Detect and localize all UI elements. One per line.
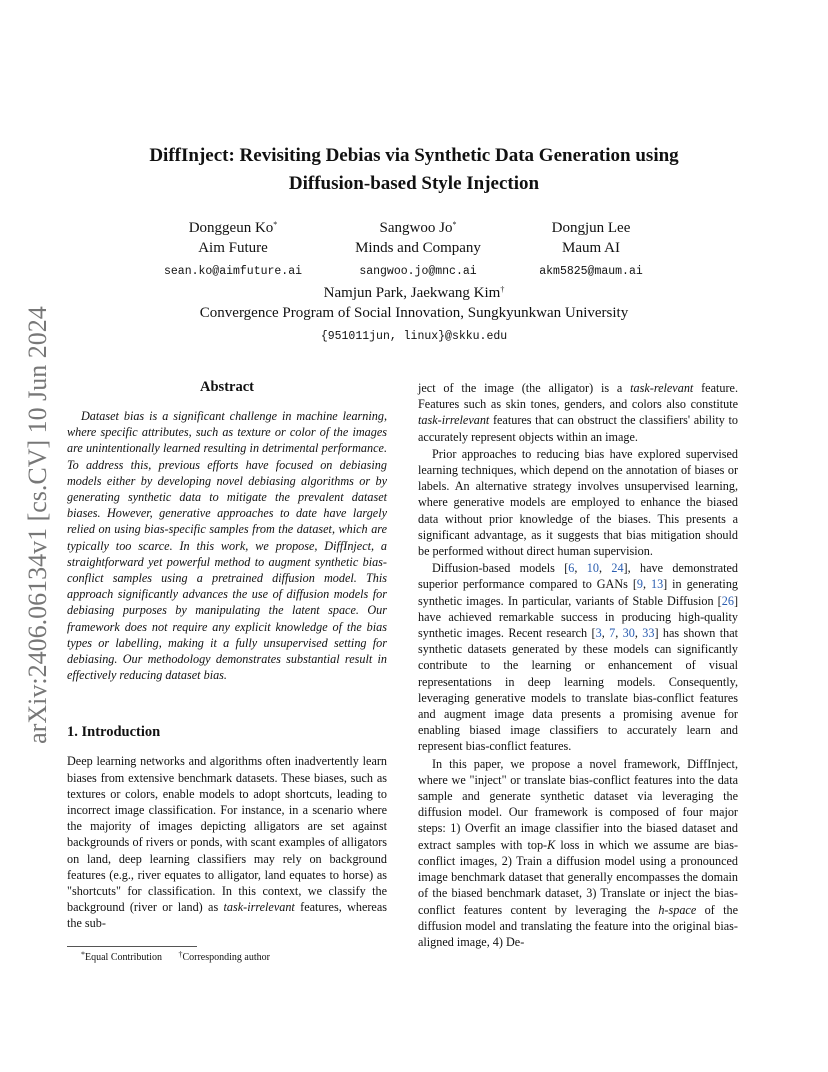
author-name: Sangwoo Jo — [379, 220, 453, 236]
author-block-1 — [150, 218, 316, 282]
author-group-email: {951011jun, linux}@skku.edu — [320, 330, 508, 343]
footnote-text: Corresponding author — [182, 952, 270, 963]
author-group-affiliation: Convergence Program of Social Innovation, Sungkyunkwan University — [199, 305, 629, 321]
arxiv-identifier-stamp — [18, 290, 58, 760]
introduction-paragraph-1 — [67, 753, 387, 931]
paper-title — [90, 142, 738, 198]
footnote-divider — [67, 946, 197, 947]
author-email: sean.ko@aimfuture.ai — [163, 265, 303, 278]
equal-contribution-mark: * — [452, 220, 457, 229]
citation-link[interactable]: 33 — [642, 626, 655, 641]
citation-link[interactable]: 6 — [568, 561, 575, 576]
footnote-mark: † — [178, 950, 183, 959]
author-affiliation: Maum AI — [562, 240, 620, 256]
author-email: akm5825@maum.ai — [539, 265, 643, 278]
intro-text: Deep learning networks and algorithms often inadvertently learn biases from extensive benchmark datasets. These biases, such as textures or colors, enable models to adopt shortcuts, leading to incorrect image classification. For instance, in a scenario where the majority of images depicting alligators are set against backgrounds of rivers or ponds, with scant examples of alligators on land, deep learning classifiers may rely on background features (e.g., river equates to alligator, land equates to horse) as "shortcuts" for classification. In this context, we classify the background (river or land) as — [67, 754, 387, 915]
body-text: ] in generating synthetic images. In particular, variants of Stable Diffusion [ — [418, 577, 739, 608]
paper-title-line-2: Diffusion-based Style Injection — [288, 173, 540, 194]
author-group-names: Namjun Park, Jaekwang Kim — [323, 285, 501, 301]
citation-link[interactable]: 3 — [595, 626, 602, 641]
right-paragraph-2: Prior approaches to reducing bias have explored supervised learning techniques, which depend on the annotation of biases or labels. An alternative strategy involves unsupervised learning, where generative models are employed to enhance the biased data without prior knowledge of the biases. This presents a significant advantage, as it suggests that bias mitigation should be performed without direct human supervision. — [418, 446, 738, 559]
intro-text: features, whereas the sub- — [67, 900, 387, 931]
body-text: features that can obstruct the classifiers' ability to accurately represent objects within an image. — [418, 413, 738, 444]
math-variable: K — [547, 837, 556, 852]
author-group-block — [140, 283, 688, 347]
body-text: In this paper, we propose a novel framework, DiffInject, where we "inject" or translate bias-conflict features into the data sample and generate synthetic dataset via leveraging the diffusion model. Our framework is composed of four major steps: 1) Overfit an image classifier into the biased dataset and extract samples with top- — [418, 756, 738, 852]
footnote — [67, 951, 387, 965]
body-text: of the diffusion model and translating the feature into the original bias-aligned image, 4) De- — [418, 902, 738, 949]
left-column — [67, 378, 387, 932]
corresponding-author-mark: † — [500, 285, 505, 294]
body-text: ject of the image (the alligator) is a — [418, 381, 631, 395]
body-text: ] have achieved remarkable success in producing high-quality synthetic images. Recent research [ — [418, 593, 738, 641]
body-emphasis: h-space — [658, 902, 697, 917]
author-email: sangwoo.jo@mnc.ai — [359, 265, 477, 278]
author-affiliation: Aim Future — [198, 240, 268, 256]
author-affiliation: Minds and Company — [355, 240, 481, 256]
author-name: Donggeun Ko — [188, 220, 274, 236]
right-column — [418, 380, 738, 950]
body-text: ] has shown that synthetic datasets generated by these models can significantly contribute to the learning or enhancement of visual representations in deep learning models. Consequently, leveraging generative models to translate bias-conflict features and augment image data presents a promising avenue for enabling biased image classifiers to accurately learn and represent bias-conflict features. — [418, 626, 739, 754]
body-emphasis: task-relevant — [630, 381, 694, 395]
footnote-text: Equal Contribution — [85, 952, 162, 963]
right-paragraph-3: Diffusion-based models [6, 10, 24], have demonstrated superior performance compared to GANs [9, 13] in generating synthetic images. In particular, variants of Stable Diffusion [26] have achieved remarkable success in producing high-quality synthetic images. Recent research [3, 7, 30, 33] has shown that synthetic datasets generated by these models can significantly contribute to the learning or enhancement of visual representations in deep learning models. Consequently, leveraging generative models to translate bias-conflict features and augment image data presents a promising avenue for enabling biased image classifiers to accurately learn and represent bias-conflict features. — [418, 561, 739, 754]
body-emphasis: task-irrelevant — [418, 413, 490, 428]
body-text: Diffusion-based models [ — [432, 561, 569, 576]
citation-link[interactable]: 13 — [650, 577, 664, 592]
body-text: loss in which we assume are bias-conflict images, 2) Train a diffusion model using a pronounced image benchmark dataset that generally encompasses the domain of the biased benchmark dataset, 3) Translate or inject the bias-conflict features content by leveraging the — [418, 837, 738, 917]
citation-link[interactable]: 30 — [622, 626, 635, 641]
citation-link[interactable]: 9 — [636, 577, 643, 592]
citation-link[interactable]: 24 — [611, 561, 624, 576]
introduction-heading: 1. Introduction — [67, 724, 161, 741]
equal-contribution-mark: * — [273, 220, 278, 229]
footnote-mark: * — [81, 950, 85, 959]
author-name: Dongjun Lee — [551, 220, 631, 236]
paper-title-line-1: DiffInject: Revisiting Debias via Synthetic Data Generation using — [149, 145, 679, 166]
abstract-text: Dataset bias is a significant challenge in machine learning, where specific attributes, such as texture or color of the images are unintentionally learned resulting in detrimental performance. To address this, previous efforts have focused on debiasing models either by developing novel debiasing algorithms or by generating synthetic data to mitigate the prevalent dataset biases. However, generative approaches to date have largely relied on using bias-specific samples from the dataset, which are typically too scarce. In this work, we propose, DiffInject, a straightforward yet powerful method to augment synthetic bias-conflict samples using a pretrained diffusion model. This approach significantly advances the use of diffusion models for debiasing purposes by manipulating the latent space. Our framework does not require any explicit knowledge of the bias types or labelling, making it a fully unsupervised setting for debiasing. Our methodology demonstrates substantial result in effectively reducing dataset bias. — [67, 409, 387, 683]
author-block-3 — [508, 218, 674, 282]
author-block-2 — [335, 218, 501, 282]
right-paragraph-4 — [418, 756, 738, 950]
body-text: feature. Features such as skin tones, genders, and colors also constitute — [418, 381, 738, 412]
arxiv-identifier-text: arXiv:2406.06134v1 [cs.CV] 10 Jun 2024 — [23, 306, 52, 744]
citation-link[interactable]: 7 — [609, 626, 616, 641]
citation-link[interactable]: 10 — [586, 561, 599, 576]
abstract-heading: Abstract — [200, 379, 254, 395]
body-text: ], have demonstrated superior performance compared to GANs [ — [418, 561, 739, 592]
intro-emphasis: task-irrelevant — [223, 900, 295, 915]
right-paragraph-1 — [418, 380, 738, 445]
citation-link[interactable]: 26 — [721, 593, 734, 608]
